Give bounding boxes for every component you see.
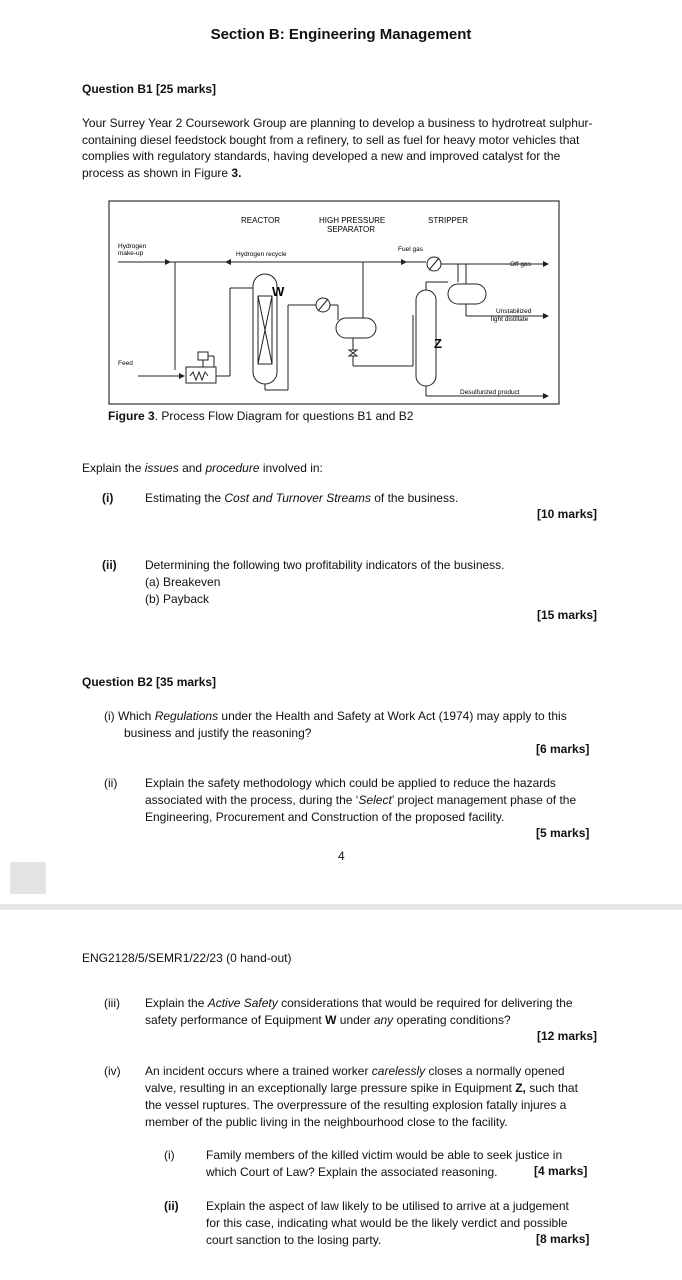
figure-caption: Figure 3. Process Flow Diagram for questions B1 and B2 (108, 409, 414, 423)
b2-iv-i-line1: Family members of the killed victim would be able to seek justice in (206, 1148, 563, 1162)
b2-ii-line3: Engineering, Procurement and Construction of the proposed facility. (145, 810, 505, 824)
label-fuel-gas: Fuel gas (398, 246, 423, 253)
b1-ii-number: (ii) (102, 558, 117, 572)
b2-ii-number: (ii) (104, 776, 118, 790)
scroll-placeholder (10, 862, 46, 894)
label-feed: Feed (118, 360, 133, 367)
label-w: W (272, 284, 285, 299)
label-hydrogen: Hydrogen (118, 243, 147, 250)
b2-ii-line2: associated with the process, during the ‘Select’ project management phase of the (145, 793, 577, 807)
b2-iii-line1: Explain the Active Safety considerations that would be required for delivering the (145, 996, 573, 1010)
b2-iv-number: (iv) (104, 1064, 121, 1078)
b2-iv-ii-line2: for this case, indicating what would be the likely verdict and possible (206, 1216, 568, 1230)
b1-ii-a: (a) Breakeven (145, 575, 221, 589)
b2-iv-line2: valve, resulting in an exceptionally large pressure spike in Equipment Z, such that (145, 1081, 578, 1095)
b1-i-marks: [10 marks] (537, 507, 598, 521)
label-stripper: STRIPPER (428, 216, 469, 225)
label-light-distillate: light distillate (491, 316, 529, 323)
b2-ii-line1: Explain the safety methodology which could be applied to reduce the hazards (145, 776, 556, 790)
b2-iii-number: (iii) (104, 996, 120, 1010)
label-hydrogen-recycle: Hydrogen recycle (236, 251, 287, 258)
process-flow-diagram (108, 200, 560, 405)
b2-iv-line4: member of the public living in the neighbourhood close to the facility. (145, 1115, 508, 1129)
b2-iv-ii-marks: [8 marks] (536, 1232, 590, 1246)
b1-i-number: (i) (102, 491, 114, 505)
label-desulfurized-product: Desulfurized product (460, 389, 520, 396)
label-makeup: make-up (118, 250, 144, 257)
page-number: 4 (338, 849, 345, 863)
b2-iv-ii-line1: Explain the aspect of law likely to be utilised to arrive at a judgement (206, 1199, 569, 1213)
question-b2-heading: Question B2 [35 marks] (82, 675, 217, 689)
b2-i-line1: (i) Which Regulations under the Health and Safety at Work Act (1974) may apply to this (104, 709, 567, 723)
b2-i-line2: business and justify the reasoning? (124, 726, 312, 740)
label-hp-separator-2: SEPARATOR (327, 225, 376, 234)
b2-iv-ii-line3: court sanction to the losing party. (206, 1233, 382, 1247)
b2-iv-i-line2: which Court of Law? Explain the associated reasoning. (206, 1165, 498, 1179)
section-title: Section B: Engineering Management (210, 26, 472, 43)
label-z: Z (434, 336, 442, 351)
handout-reference: ENG2128/5/SEMR1/22/23 (0 hand-out) (82, 951, 292, 965)
explain-prompt: Explain the issues and procedure involved in: (82, 461, 323, 475)
b1-ii-b: (b) Payback (145, 592, 210, 606)
b2-iv-line3: the vessel ruptures. The overpressure of the resulting explosion fatally injures a (145, 1098, 567, 1112)
b1-i-text: Estimating the Cost and Turnover Streams of the business. (145, 491, 459, 505)
b2-iv-i-number: (i) (164, 1148, 175, 1162)
b2-iv-i-marks: [4 marks] (534, 1164, 588, 1178)
b1-ii-text: Determining the following two profitability indicators of the business. (145, 558, 505, 572)
b2-ii-marks: [5 marks] (536, 826, 590, 840)
question-b1-intro: Your Surrey Year 2 Coursework Group are planning to develop a business to hydrotreat sulphur-containing diesel feedstock bought from a refinery, to sell as fuel for heavy motor vehicles that complies with regulatory standards, having developed a new and improved catalyst for the process as shown in Figure 3. (82, 116, 593, 180)
b2-i-marks: [6 marks] (536, 742, 590, 756)
b2-iii-line2: safety performance of Equipment W under any operating conditions? (145, 1013, 511, 1027)
label-hp-separator-1: HIGH PRESSURE (319, 216, 386, 225)
page-break-divider (0, 904, 682, 910)
label-off-gas: Off gas (510, 261, 531, 268)
label-unstabilized: Unstabilized (496, 308, 532, 315)
question-b1-heading: Question B1 [25 marks] (82, 82, 217, 96)
b2-iv-ii-number: (ii) (164, 1199, 179, 1213)
b2-iii-marks: [12 marks] (537, 1029, 598, 1043)
b1-ii-marks: [15 marks] (537, 608, 598, 622)
b2-iv-line1: An incident occurs where a trained worker carelessly closes a normally opened (145, 1064, 565, 1078)
label-reactor: REACTOR (241, 216, 280, 225)
